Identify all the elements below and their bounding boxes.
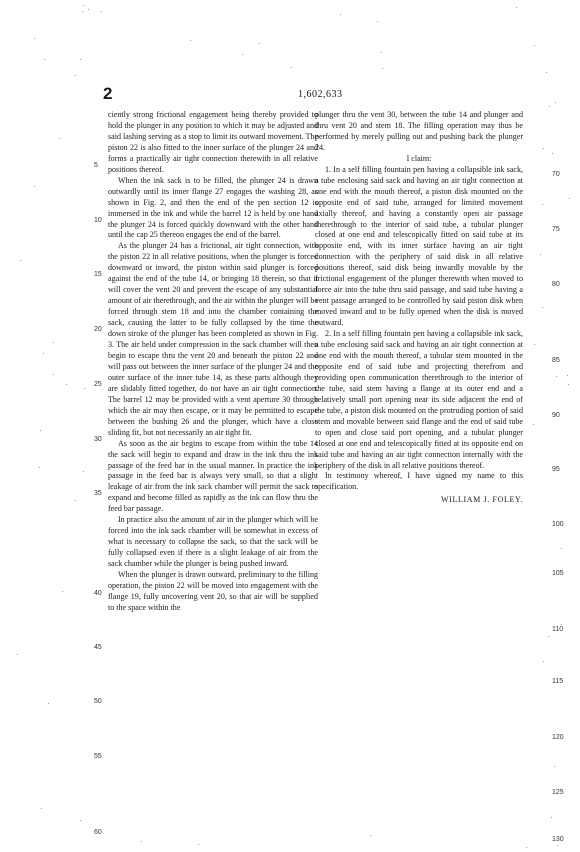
scan-speck [549,106,550,107]
scan-speck [381,52,382,53]
scan-speck [526,847,527,848]
line-number: 100 [552,521,564,528]
scan-speck [543,148,544,149]
paragraph: When the plunger is drawn outward, preliminary to the filling operation, the piston 22 will be moved into engagement with the flange 19, fully uncovering vent 20, so that air will be supplied to the space within the [108,570,318,612]
line-number: 75 [552,226,560,233]
scan-speck [370,835,371,836]
line-number: 60 [94,829,102,836]
line-number: 105 [552,570,564,577]
scan-speck [340,14,341,15]
left-column [108,110,318,614]
scan-speck [291,67,292,68]
signature: WILLIAM J. FOLEY. [440,495,523,505]
page-number: 2 [103,84,113,103]
scan-speck [20,260,21,261]
scan-speck [41,808,42,809]
testimony: In testimony whereof, I have signed my name to this specification. [315,471,523,492]
paragraph: As the plunger 24 has a frictional, air tight connection, with the piston 22 in all relative positions, when the plunger is forced downward or inward, the piston within said plunger is forced against the end of the tube 14, or bringing 18 therein, so that it will cover the vent 20 and prevent the escape of any substantial amount of air therethrough, and the air within the plunger will be forced through stem 18 and into the chamber containing the sack, causing the latter to be fully collapsed by the time the down stroke of the plunger has been completed as shown in Fig. 3. The air held under compression in the sack chamber will then begin to escape thru the vent 20 and beneath the piston 22 and will pass out between the inner surface of the plunger 24 and the outer surface of the inner tube 14, as these parts although they are slidably fitted together, do not have an air tight connection. The barrel 12 may be provided with a vent aperture 30 through which the air may then escape, or it may be permitted to escape between the bushing 26 and the plunger, which have a close sliding fit, but not necessarily an air tight fit. [108,241,318,437]
scan-speck [568,384,569,385]
scan-speck [190,40,191,41]
patent-number: 1,602,633 [298,89,343,100]
line-number: 125 [552,789,564,796]
scan-speck [552,153,553,154]
paragraph: In practice also the amount of air in the plunger which will be forced into the ink sack chamber will be somewhat in excess of what is necessary to collapse the sack, so that the sack will be fully collapsed even if there is a slight leakage of air from the sack chamber while the plunger is being pushed inward. [108,515,318,569]
line-number: 85 [552,357,560,364]
line-number: 45 [94,644,102,651]
scan-speck [546,72,547,73]
scan-speck [53,374,54,375]
scan-speck [542,307,543,308]
scan-speck [59,138,60,139]
line-number: 10 [94,217,102,224]
right-column [315,110,523,506]
line-number: 70 [552,171,560,178]
paragraph: As soon as the air begins to escape from within the tube 14 the sack will begin to expand and draw in the ink thru the ink passage of the feed bar in the usual manner. In practice the ink passage in the feed bar is always very small, so that a slight leakage of air from the ink sack chamber will permit the sack to expand and become filled as rapidly as the ink can flow thru the feed bar passage. [108,438,318,514]
scan-speck [75,75,76,76]
line-number: 80 [552,281,560,288]
scan-speck [569,198,570,199]
line-number: 120 [552,734,564,741]
line-number: 50 [94,698,102,705]
scan-speck [242,54,243,55]
scan-speck [259,43,260,44]
scan-speck [17,654,18,655]
scan-speck [548,636,549,637]
scan-speck [567,375,568,376]
scan-speck [39,467,40,468]
line-number: 25 [94,381,102,388]
line-number: 115 [552,678,564,685]
scan-speck [83,471,84,472]
line-number: 130 [552,836,564,843]
paragraph: plunger thru the vent 30, between the tube 14 and plunger and thru vent 20 and stem 18. The filling operation may thus be performed by merely pulling out and pushing back the plunger 24. [315,110,523,152]
scan-speck [382,68,383,69]
line-number: 20 [94,326,102,333]
scan-speck [84,388,85,389]
claim-2: 2. In a self filling fountain pen having a collapsible ink sack, a tube enclosing said sack and having an air tight connection at one end with the mouth thereof, a tubular stem mounted in the opposite end of said tube and projecting therefrom and providing open communication therethrough to the interior of the tube, said stem having a flange at its outer end and a relatively small port opening near its side adjacent the end of the tube, a piston disk mounted on the protruding portion of said stem and movable between said flange and the end of said tube to open and close said port opening, and a tubular plunger closed at one end and telescopically fitted at its opposite end on said tube and having an air tight connection internally with the periphery of the disk in all relative positions thereof. [315,329,523,470]
paragraph: When the ink sack is to be filled, the plunger 24 is drawn outwardly until its inner flange 27 engages the washing 28, as shown in Fig. 2, and then the end of the pen section 12 is immersed in the ink and while the barrel 12 is held by one hand the plunger 24 is forced quickly downward with the other hand until the cap 25 thereon engages the end of the barrel. [108,175,318,240]
scan-speck [534,45,535,46]
scan-speck [543,661,544,662]
claim-1: 1. In a self filling fountain pen having a collapsible ink sack, a tube enclosing said sack and having an air tight connection at one end with the mouth thereof, a piston disk mounted on the opposite end of said tube, arranged for limited movement axially thereof, and having a constantly open air passage therethrough to the interior of said tube, a tubular plunger closed at one end and telescopically fitted on said tube at its opposite end, with its inner surface having an air tight connection with the periphery of said disk in all relative positions thereof, said disk being inwardly movable by the frictional engagement of the plunger therewith when moved to force air into the tube thru said passage, and said tube having a vent passage arranged to be controlled by said piston disk when moved inward and to be fully opened when the disk is moved outward. [315,164,523,328]
scan-speck [34,38,35,39]
scan-speck [516,7,517,8]
line-number: 95 [552,466,560,473]
scan-speck [53,342,54,343]
scan-speck [555,102,556,103]
scan-speck [377,21,378,22]
scan-speck [533,424,534,425]
scan-speck [101,11,102,12]
line-number: 15 [94,271,102,278]
scan-speck [534,344,535,345]
scan-speck [83,5,84,6]
scan-speck [551,817,552,818]
scan-speck [561,624,562,625]
scan-speck [554,766,555,767]
line-number: 40 [94,590,102,597]
line-number: 30 [94,436,102,443]
line-number: 55 [94,753,102,760]
scan-speck [48,703,49,704]
scan-speck [198,844,199,845]
claims-heading: I claim: [406,153,432,163]
line-number: 35 [94,490,102,497]
scan-speck [75,500,76,501]
scan-speck [43,353,44,354]
line-number: 90 [552,412,560,419]
scan-speck [62,591,63,592]
line-number: 5 [94,162,98,169]
paragraph: ciently strong frictional engagement being thereby provided to hold the plunger in any position to which it may be adjusted and said lashing serving as a stop to limit its outward movement. The piston 22 is also fitted to the inner surface of the plunger 24 and forms a practically air tight connection therewith in all relative positions thereof. [108,110,318,174]
scan-speck [141,841,142,842]
scan-speck [34,186,35,187]
scan-speck [556,376,557,377]
scan-speck [80,59,81,60]
scan-speck [88,9,89,10]
scan-speck [82,11,83,12]
scan-speck [561,548,562,549]
scan-speck [557,845,558,846]
scan-speck [540,254,541,255]
scan-speck [44,59,45,60]
line-number: 110 [552,626,564,633]
scan-speck [40,430,41,431]
scan-speck [80,820,81,821]
scan-speck [66,384,67,385]
scan-speck [542,204,543,205]
